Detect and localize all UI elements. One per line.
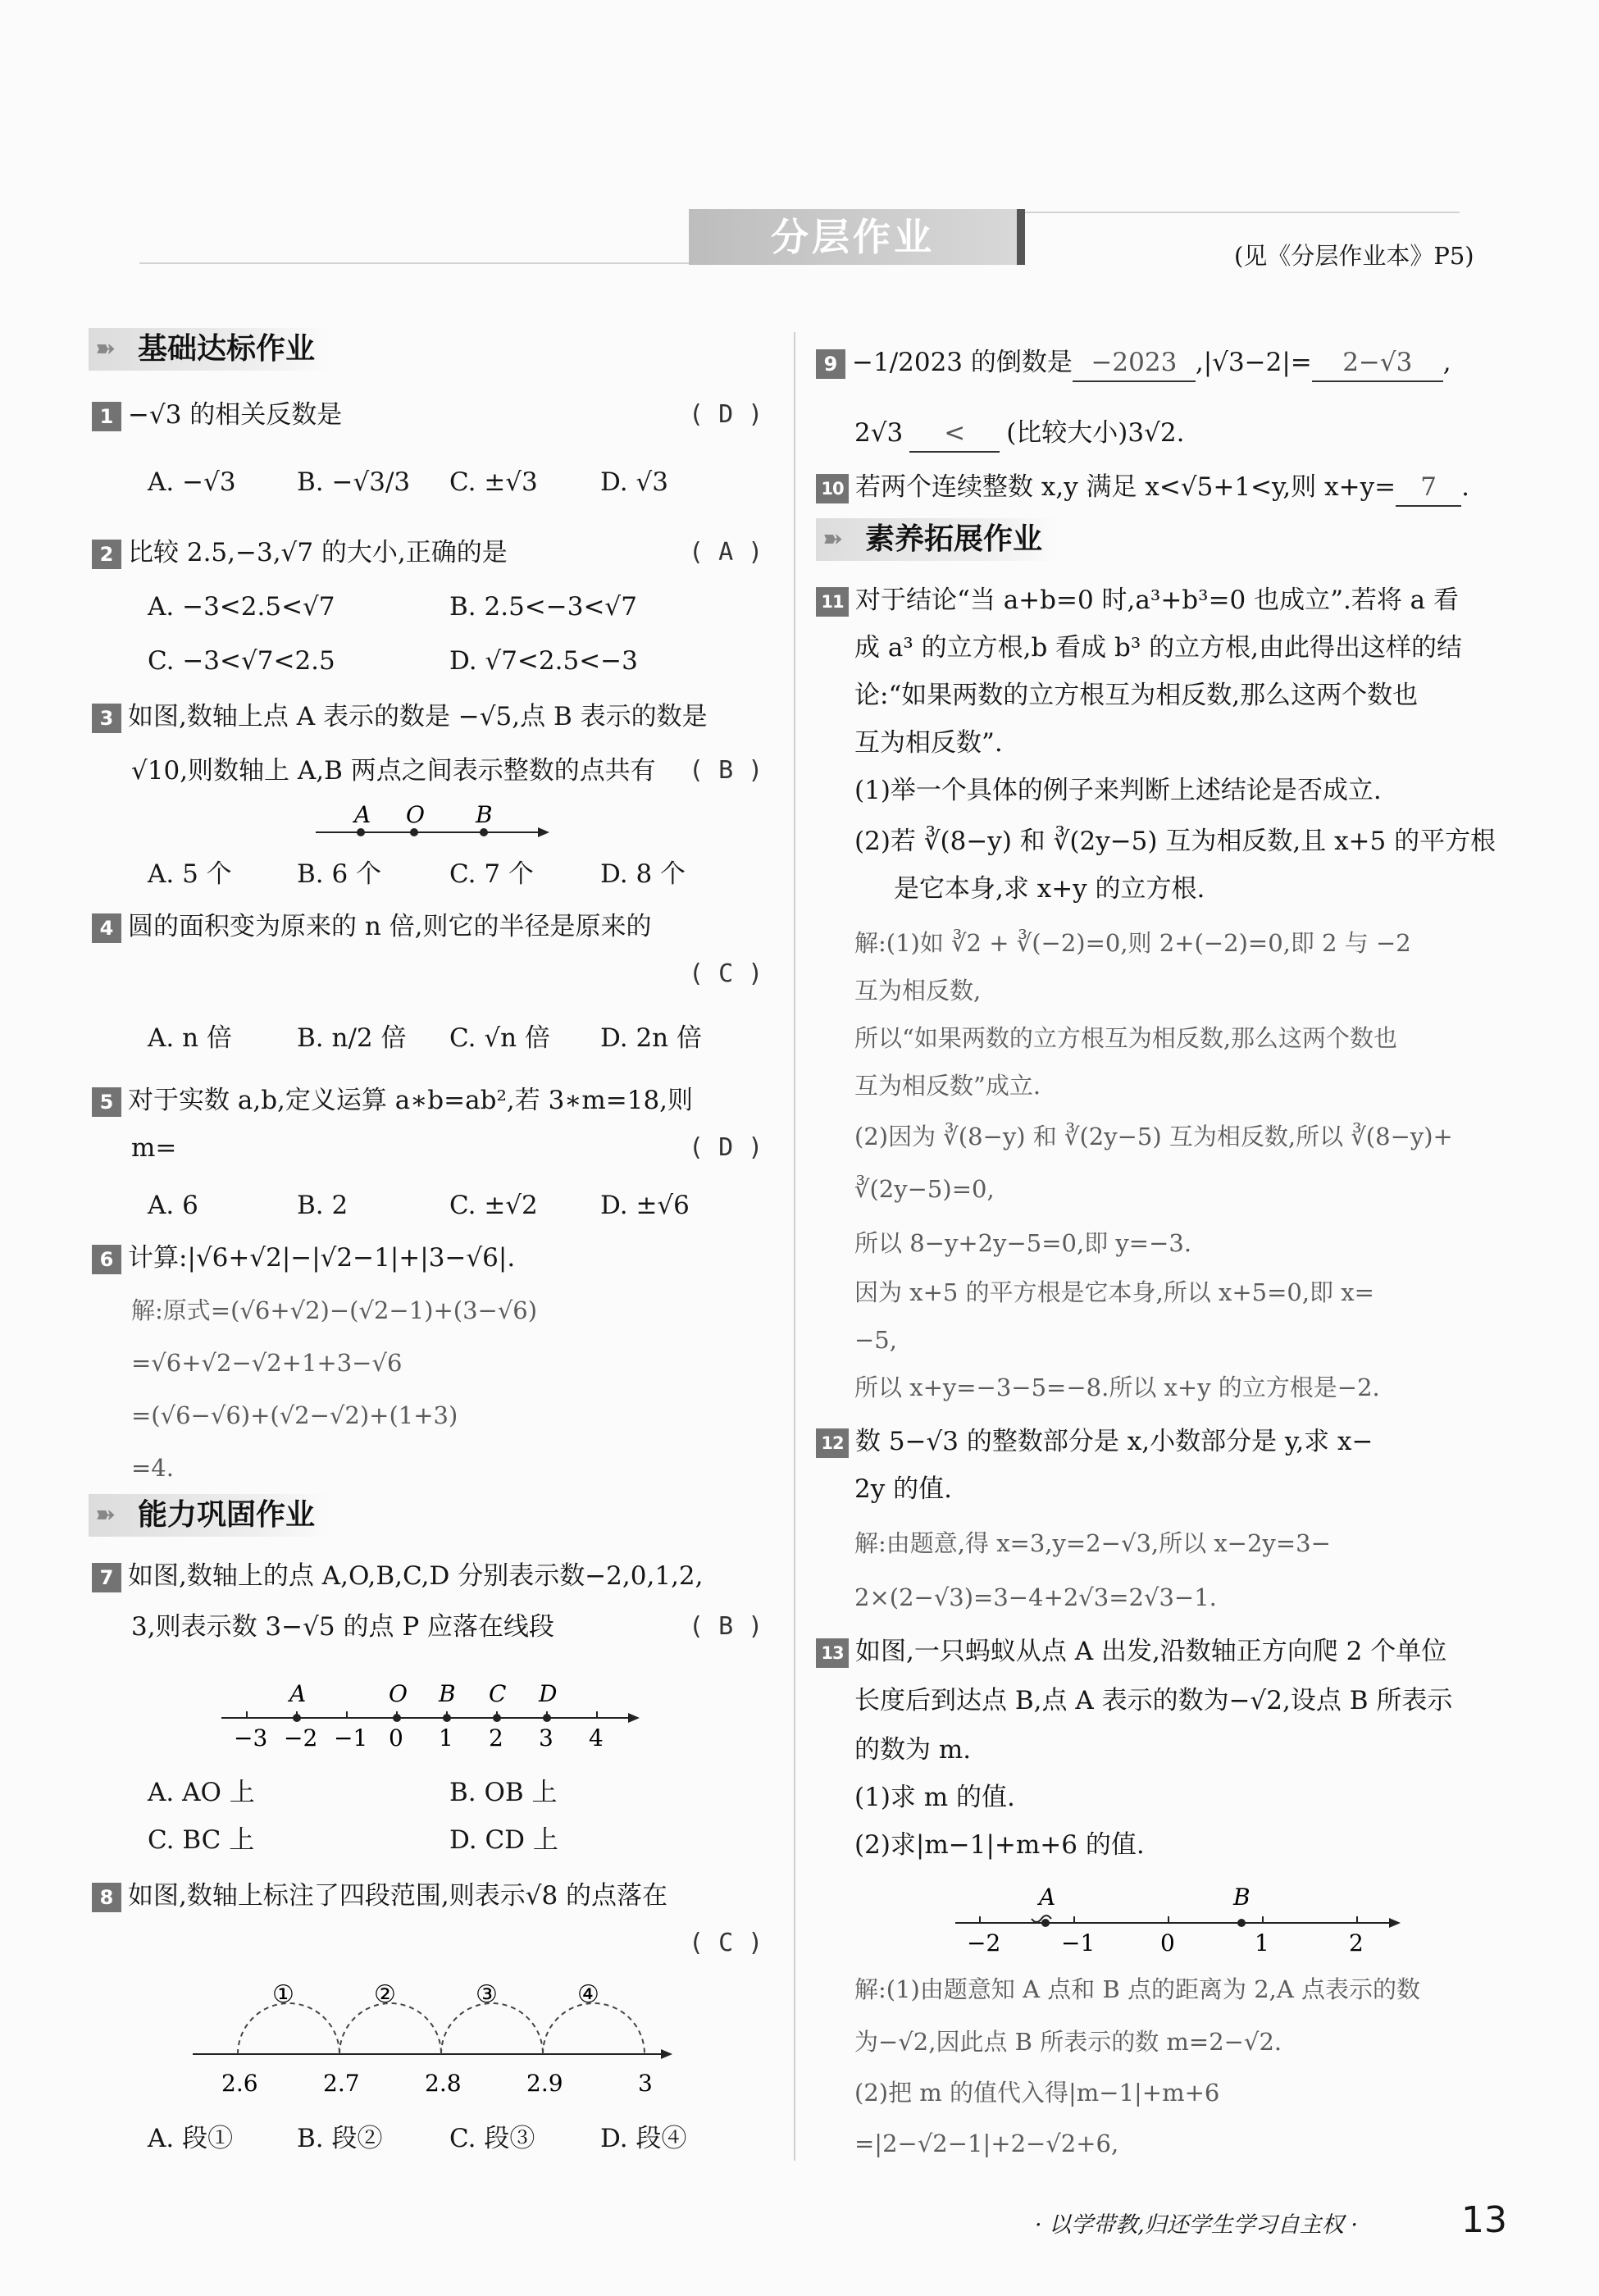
q1-answer: ( D ) [689,400,763,429]
q8-number-line [180,1976,689,2099]
footer-motto: · 以学带教,归还学生学习自主权 · [1035,2212,1358,2238]
q8-tick-2: 2.7 [323,2070,360,2097]
q11-solution-9: −5, [854,1326,897,1354]
q3-text-1: 如图,数轴上点 A 表示的数是 −√5,点 B 表示的数是 [128,702,708,731]
q3-label-b: B [476,801,493,828]
q11-line-2: 成 a³ 的立方根,b 看成 b³ 的立方根,由此得出这样的结 [854,633,1463,663]
q13-text-1: 如图,一只蚂蚁从点 A 出发,沿数轴正方向爬 2 个单位 [855,1637,1447,1666]
q13-line-3: 的数为 m. [854,1735,972,1765]
q7-label-o: O [389,1680,408,1707]
q4-number: 4 [92,913,121,943]
q9-part3: , [1442,348,1451,377]
q8-tick-3: 2.8 [425,2070,462,2097]
q8-number: 8 [92,1883,121,1912]
q1-option-c: C. ±√3 [449,467,538,497]
q5-option-d: D. ±√6 [600,1191,690,1220]
q13-point-b [1237,1919,1246,1927]
q13-label-b: B [1233,1884,1250,1911]
q13-solution-2: 为−√2,因此点 B 所表示的数 m=2−√2. [854,2028,1282,2056]
q4-text: 圆的面积变为原来的 n 倍,则它的半径是原来的 [128,912,652,941]
q9-number: 9 [816,349,845,379]
q13-sub-2: (2)求|m−1|+m+6 的值. [854,1830,1145,1860]
q6-number: 6 [92,1245,121,1274]
q13-solution-4: =|2−√2−1|+2−√2+6, [854,2130,1119,2157]
q11-solution-7: 所以 8−y+2y−5=0,即 y=−3. [854,1229,1192,1257]
q13-number-line [943,1874,1419,1960]
q8-stem [92,1878,667,1914]
q1-option-a: A. −√3 [148,467,236,497]
q7-label-d: D [539,1680,558,1707]
q7-tick-label: −1 [334,1724,368,1752]
q1-option-d: D. √3 [600,467,668,497]
q9-blank-1: −2023 [1073,344,1196,382]
header-rule-right [1017,212,1460,213]
q3-option-a: A. 5 个 [148,859,232,889]
q11-solution-4: 互为相反数”成立. [854,1072,1041,1100]
q8-option-b: B. 段② [297,2124,383,2153]
section-ability-label: 能力巩固作业 [138,1498,316,1532]
q6-solution-2: =√6+√2−√2+1+3−√6 [131,1349,403,1377]
q5-option-b: B. 2 [297,1191,348,1220]
q1-text: −√3 的相关反数是 [128,400,343,430]
column-divider [794,332,795,2161]
q13-solution-3: (2)把 m 的值代入得|m−1|+m+6 [854,2079,1220,2107]
q12-solution-2: 2×(2−√3)=3−4+2√3=2√3−1. [854,1583,1217,1611]
q1-number: 1 [92,402,121,431]
q10-stem [816,469,1469,507]
q13-solution-1: 解:(1)由题意知 A 点和 B 点的距离为 2,A 点表示的数 [854,1975,1421,2003]
q12-solution-1: 解:由题意,得 x=3,y=2−√3,所以 x−2y=3− [854,1529,1331,1557]
arrow-icon: ➽ [95,335,116,363]
q11-line-4: 互为相反数”. [854,728,1003,758]
q7-option-c: C. BC 上 [148,1825,255,1855]
section-basic-label: 基础达标作业 [138,332,316,366]
q6-solution-3: =(√6−√6)+(√2−√2)+(1+3) [131,1401,458,1429]
q9-line2a: 2√3 [854,418,904,448]
q3-point-a [357,828,365,836]
q11-solution-3: 所以“如果两数的立方根互为相反数,那么这两个数也 [854,1024,1398,1052]
q11-sub-2b: 是它本身,求 x+y 的立方根. [894,874,1205,904]
q13-tick-label: −1 [1061,1929,1096,1957]
q12-text-1: 数 5−√3 的整数部分是 x,小数部分是 y,求 x− [855,1427,1374,1456]
q11-line-3: 论:“如果两数的立方根互为相反数,那么这两个数也 [854,681,1419,710]
q2-number: 2 [92,540,121,569]
q5-text-1: 对于实数 a,b,定义运算 a∗b=ab²,若 3∗m=18,则 [128,1086,694,1115]
q3-option-d: D. 8 个 [600,859,686,889]
q7-option-b: B. OB 上 [449,1778,558,1807]
q13-line-2: 长度后到达点 B,点 A 表示的数为−√2,设点 B 所表示 [854,1686,1453,1715]
q4-option-c: C. √n 倍 [449,1023,550,1053]
q7-tick-label: 3 [539,1724,554,1752]
q3-number-line [312,800,558,849]
q5-stem-1 [92,1082,693,1118]
q9-line-2 [854,415,1184,453]
q2-text: 比较 2.5,−3,√7 的大小,正确的是 [128,538,508,567]
q2-option-d: D. √7<2.5<−3 [449,646,638,676]
q13-tick-label: −2 [967,1929,1001,1957]
q8-option-d: D. 段④ [600,2124,687,2153]
q4-option-a: A. n 倍 [148,1023,232,1053]
q7-tick-label: 2 [489,1724,503,1752]
q8-tick-1: 2.6 [221,2070,258,2097]
q7-label-c: C [489,1680,507,1707]
q4-stem [92,909,652,945]
page-number: 13 [1461,2199,1507,2241]
q8-option-c: C. 段③ [449,2124,535,2153]
q8-answer: ( C ) [689,1929,763,1957]
q9-blank-3: < [909,415,1000,453]
q7-tick-label: −2 [284,1724,318,1752]
q5-number: 5 [92,1087,121,1117]
q4-option-b: B. n/2 倍 [297,1023,407,1053]
section-basic [89,328,331,371]
q3-label-o: O [406,801,425,828]
q13-label-a: A [1039,1884,1056,1911]
q2-option-b: B. 2.5<−3<√7 [449,592,637,622]
q3-answer: ( B ) [689,756,763,785]
q5-option-a: A. 6 [148,1191,198,1220]
q9-line-1 [816,344,1451,382]
header-rule-left [139,262,713,264]
q7-label-a: A [289,1680,307,1707]
q7-text-1: 如图,数轴上的点 A,O,B,C,D 分别表示数−2,0,1,2, [128,1561,704,1591]
q13-tick-label: 1 [1255,1929,1269,1957]
q2-option-a: A. −3<2.5<√7 [148,592,335,622]
q3-option-b: B. 6 个 [297,859,382,889]
section-extend-label: 素养拓展作业 [865,522,1043,556]
q7-option-d: D. CD 上 [449,1825,558,1855]
q5-answer: ( D ) [689,1133,763,1162]
q6-text: 计算:|√6+√2|−|√2−1|+|3−√6|. [128,1243,516,1273]
q5-stem-2: m= [131,1133,177,1163]
q4-answer: ( C ) [689,959,763,988]
q7-label-b: B [439,1680,456,1707]
q8-text: 如图,数轴上标注了四段范围,则表示√8 的点落在 [128,1881,668,1911]
q11-text-1: 对于结论“当 a+b=0 时,a³+b³=0 也成立”.若将 a 看 [855,585,1460,615]
q7-number-line [213,1665,656,1755]
q9-part2: ,|√3−2|= [1195,348,1312,377]
q11-solution-2: 互为相反数, [854,977,982,1004]
q11-sub-1: (1)举一个具体的例子来判断上述结论是否成立. [854,776,1382,805]
q2-answer: ( A ) [689,538,763,567]
q7-tick-label: 0 [389,1724,403,1752]
section-ability [89,1494,331,1537]
q11-number: 11 [816,587,849,617]
q9-line2b: (比较大小)3√2. [1006,418,1185,448]
q8-arc-1: ① [272,1980,294,2009]
q1-option-b: B. −√3/3 [297,467,411,497]
q11-solution-10: 所以 x+y=−3−5=−8.所以 x+y 的立方根是−2. [854,1374,1380,1401]
q8-option-a: A. 段① [148,2124,234,2153]
header-banner: 分层作业 [689,209,1025,265]
q13-tick-label: 2 [1349,1929,1364,1957]
q8-arc-3: ③ [476,1980,498,2009]
q3-point-o [410,828,418,836]
q9-blank-2: 2−√3 [1312,344,1443,382]
q10-tail: . [1461,472,1469,502]
q10-text: 若两个连续整数 x,y 满足 x<√5+1<y,则 x+y= [855,472,1396,502]
q8-tick-5: 3 [638,2070,653,2097]
q4-option-d: D. 2n 倍 [600,1023,702,1053]
q13-tick-label: 0 [1160,1929,1175,1957]
q7-stem-1 [92,1558,704,1594]
q11-solution-1: 解:(1)如 ∛2 + ∛(−2)=0,则 2+(−2)=0,即 2 与 −2 [854,929,1411,957]
q3-stem-2: √10,则数轴上 A,B 两点之间表示整数的点共有 [131,756,656,786]
arrow-icon: ➽ [822,525,844,554]
q13-point-a [1041,1919,1050,1927]
q13-number: 13 [816,1638,849,1668]
q7-tick-label: 4 [589,1724,604,1752]
q9-part1: −1/2023 的倒数是 [852,348,1073,377]
q7-option-a: A. AO 上 [148,1778,255,1807]
q3-stem-1 [92,699,708,735]
q11-solution-5: (2)因为 ∛(8−y) 和 ∛(2y−5) 互为相反数,所以 ∛(8−y)+ [854,1123,1453,1150]
q3-label-a: A [354,801,371,828]
q12-line-1 [816,1424,1374,1460]
q7-stem-2: 3,则表示数 3−√5 的点 P 应落在线段 [131,1612,555,1642]
q7-tick-label: −3 [234,1724,268,1752]
q3-option-c: C. 7 个 [449,859,534,889]
q8-arc-2: ② [374,1980,396,2009]
arrow-icon: ➽ [95,1501,116,1529]
section-extend [816,518,1059,561]
q5-option-c: C. ±√2 [449,1191,538,1220]
q10-number: 10 [816,474,849,503]
q13-sub-1: (1)求 m 的值. [854,1783,1015,1812]
q1-stem [92,397,342,433]
q7-tick-label: 1 [439,1724,453,1752]
q8-arc-4: ④ [577,1980,599,2009]
q12-number: 12 [816,1428,849,1458]
q12-line-2: 2y 的值. [854,1474,952,1504]
q2-option-c: C. −3<√7<2.5 [148,646,335,676]
q10-blank: 7 [1396,469,1461,507]
q6-solution-4: =4. [131,1454,174,1482]
q7-number: 7 [92,1563,121,1592]
q13-line-1 [816,1633,1446,1670]
q3-number: 3 [92,704,121,733]
q11-sub-2a: (2)若 ∛(8−y) 和 ∛(2y−5) 互为相反数,且 x+5 的平方根 [854,827,1496,856]
q7-answer: ( B ) [689,1612,763,1641]
q3-point-b [480,828,488,836]
q6-stem [92,1240,515,1276]
q8-tick-4: 2.9 [526,2070,563,2097]
q6-solution-1: 解:原式=(√6+√2)−(√2−1)+(3−√6) [131,1296,538,1324]
q11-solution-8: 因为 x+5 的平方根是它本身,所以 x+5=0,即 x= [854,1278,1374,1306]
q11-solution-6: ∛(2y−5)=0, [854,1175,995,1203]
header-ref: (见《分层作业本》P5) [1234,242,1474,270]
q2-stem [92,535,508,571]
q11-line-1 [816,582,1459,618]
